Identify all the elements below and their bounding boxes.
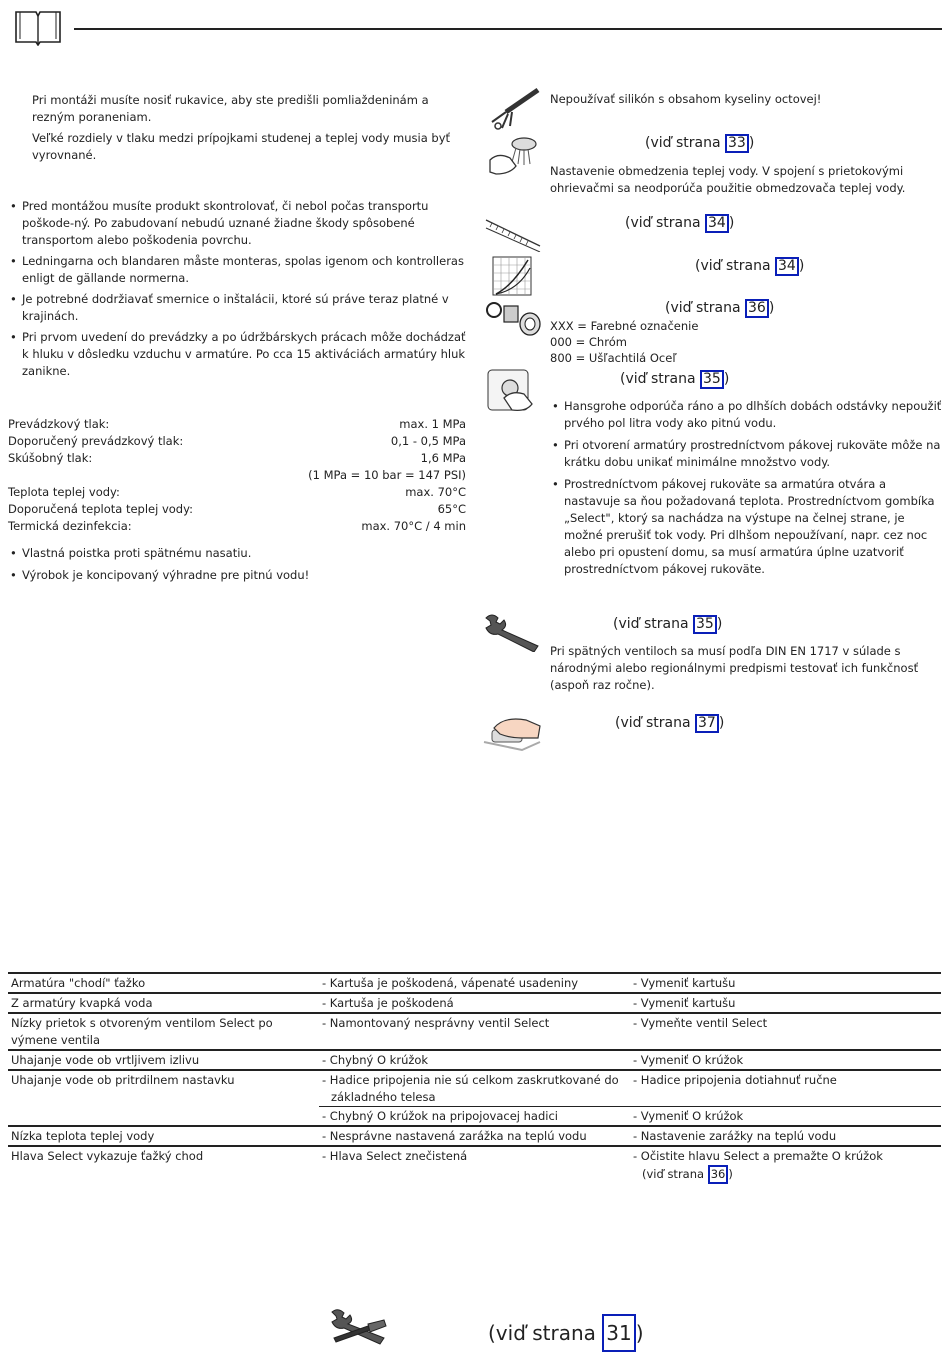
usage-note: • Pri otvorení armatúry prostredníctvom pákovej rukoväte môže na krátku dobu unikať minimálne množstvo vody. bbox=[550, 437, 942, 471]
book-icon bbox=[14, 8, 62, 46]
final-note: • Výrobok je koncipovaný výhradne pre pitnú vodu! bbox=[8, 567, 466, 584]
usage-note: • Hansgrohe odporúča ráno a po dlhších dobách odstávky nepoužiť prvého pol litra vody ako pitnú vodu. bbox=[550, 398, 942, 432]
page-reference bbox=[633, 1167, 733, 1181]
spec-label: Termická dezinfekcia: bbox=[8, 519, 132, 533]
ref-suffix: ) bbox=[716, 616, 723, 632]
cause-cell bbox=[319, 1013, 630, 1050]
ref-suffix: ) bbox=[798, 258, 805, 274]
page-link[interactable]: 34 bbox=[705, 214, 729, 233]
cause-text: - Chybný O krúžok na pripojovacej hadici bbox=[322, 1109, 558, 1123]
page-link[interactable]: 35 bbox=[700, 370, 724, 389]
spec-value: 0,1 - 0,5 MPa bbox=[390, 434, 466, 448]
usage-notes bbox=[550, 398, 942, 582]
spec-value: (1 MPa = 10 bar = 147 PSI) bbox=[308, 468, 466, 482]
remedy-cell bbox=[630, 1070, 941, 1107]
ref-prefix: (viď strana bbox=[642, 1167, 708, 1181]
ref-prefix: (viď strana bbox=[488, 1321, 603, 1345]
install-note: • Pri prvom uvedení do prevádzky a po údržbárskych prácach môže dochádzať k hluku v dôsledku vzduchu v armatúre. Po cca 15 aktiváciách armatúry hluk zanikne. bbox=[8, 329, 466, 380]
ref-prefix: (viď strana bbox=[620, 371, 700, 387]
technical-specs bbox=[8, 416, 466, 535]
cause-text: - Hlava Select znečistená bbox=[322, 1149, 468, 1163]
ref-suffix: ) bbox=[728, 1167, 733, 1181]
spec-row bbox=[8, 416, 466, 433]
cause-cell bbox=[319, 1107, 630, 1127]
table-row bbox=[8, 1126, 941, 1146]
install-note: • Je potrebné dodržiavať smernice o inštalácii, ktoré sú práve teraz platné v krajinách. bbox=[8, 291, 466, 325]
table-row bbox=[8, 973, 941, 993]
problem-cell: Armatúra "chodí" ťažko bbox=[8, 973, 319, 993]
page-reference bbox=[615, 714, 724, 733]
remedy-cell bbox=[630, 1146, 941, 1184]
remedy-text: - Vymeniť kartušu bbox=[633, 996, 736, 1010]
page-link[interactable]: 36 bbox=[745, 299, 769, 318]
page-reference bbox=[695, 257, 804, 276]
remedy-text: - Vymeňte ventil Select bbox=[633, 1016, 768, 1030]
cause-text: - Nesprávne nastavená zarážka na teplú vodu bbox=[322, 1129, 587, 1143]
ref-prefix: (viď strana bbox=[645, 135, 725, 151]
remedy-cell bbox=[630, 1107, 941, 1127]
problem-cell: Uhajanje vode ob pritrdilnem nastavku bbox=[8, 1070, 319, 1107]
problem-cell bbox=[8, 1107, 319, 1127]
spare-parts-icon bbox=[484, 298, 544, 338]
spec-value: 65°C bbox=[437, 502, 466, 516]
spec-label: Doporučená teplota teplej vody: bbox=[8, 502, 193, 516]
wrench-icon bbox=[482, 612, 542, 652]
problem-cell: Z armatúry kvapká voda bbox=[8, 993, 319, 1013]
spec-value: 1,6 MPa bbox=[420, 451, 466, 465]
cause-text: - Kartuša je poškodená bbox=[322, 996, 454, 1010]
header-rule bbox=[74, 28, 942, 30]
maintenance-text: Pri spätných ventiloch sa musí podľa DIN EN 1717 v súlade s národnými alebo regionálnymi predpismi testovať ich funkčnosť (aspoň raz ročne). bbox=[550, 644, 919, 692]
problem-cell: Hlava Select vykazuje ťažký chod bbox=[8, 1146, 319, 1184]
table-row bbox=[8, 993, 941, 1013]
cause-text: - Kartuša je poškodená, vápenaté usadeniny bbox=[322, 976, 579, 990]
spec-value: max. 1 MPa bbox=[399, 417, 466, 431]
spec-row bbox=[8, 518, 466, 535]
ref-prefix: (viď strana bbox=[665, 300, 745, 316]
temperature-limit-text: Nastavenie obmedzenia teplej vody. V spojení s prietokovými ohrievačmi sa neodporúča použitie obmedzovača teplej vody. bbox=[550, 164, 906, 195]
troubleshooting-table bbox=[8, 972, 941, 1184]
remedy-cell bbox=[630, 993, 941, 1013]
ref-suffix: ) bbox=[728, 215, 735, 231]
problem-cell: Uhajanje vode ob vrtljivem izlivu bbox=[8, 1050, 319, 1070]
remedy-cell bbox=[630, 1126, 941, 1146]
remedy-cell bbox=[630, 1013, 941, 1050]
safety-note: Pri montáži musíte nosiť rukavice, aby ste predišli pomliaždeninám a rezným poraneniam. bbox=[32, 93, 429, 124]
page-reference bbox=[645, 134, 754, 153]
table-row bbox=[8, 1146, 941, 1184]
finish-code: 800 = Ušľachtilá Oceľ bbox=[550, 351, 677, 365]
usage-note: • Prostredníctvom pákovej rukoväte sa armatúra otvára a nastavuje sa ňou požadovaná teplota. Prostredníctvom gombíka „Select", ktorý sa nachádza na výstupe na čelnej strane, je možné prerušiť tok vody. Pri dlhšom nepoužívaní, napr. cez noc alebo pri opustení domu, sa musí armatúra úplne uzatvoriť prostredníctvom pákovej rukoväte. bbox=[550, 476, 942, 578]
cause-text: - Namontovaný nesprávny ventil Select bbox=[322, 1016, 550, 1030]
bottom-page-reference bbox=[488, 1314, 644, 1352]
flow-diagram-icon bbox=[492, 256, 532, 296]
cause-text: - Chybný O krúžok bbox=[322, 1053, 429, 1067]
sealant-gun-icon bbox=[486, 86, 542, 132]
page-link[interactable]: 37 bbox=[695, 714, 719, 733]
remedy-text: - Očistite hlavu Select a premažte O krúžok bbox=[633, 1149, 883, 1163]
remedy-text: - Vymeniť O krúžok bbox=[633, 1109, 744, 1123]
remedy-text: - Nastavenie zarážky na teplú vodu bbox=[633, 1129, 837, 1143]
cause-cell bbox=[319, 1146, 630, 1184]
ref-prefix: (viď strana bbox=[695, 258, 775, 274]
page-reference bbox=[613, 615, 722, 634]
problem-cell: Nízka teplota teplej vody bbox=[8, 1126, 319, 1146]
page-reference bbox=[665, 299, 774, 318]
table-row bbox=[8, 1070, 941, 1107]
install-note: • Pred montážou musíte produkt skontrolovať, či nebol počas transportu poškode-ný. Po zabudovaní nebudú uznané žiadne škody spôsobené transportom alebo poškodenia povrchu. bbox=[8, 198, 466, 249]
spec-label: Skúšobný tlak: bbox=[8, 451, 93, 465]
spec-value: max. 70°C bbox=[405, 485, 466, 499]
finish-code: 000 = Chróm bbox=[550, 335, 627, 349]
safety-note: Veľké rozdiely v tlaku medzi prípojkami studenej a teplej vody musia byť vyrovnané. bbox=[32, 131, 451, 162]
table-row bbox=[8, 1050, 941, 1070]
page-reference bbox=[620, 370, 729, 389]
cleaning-hand-icon bbox=[482, 712, 544, 752]
cause-cell bbox=[319, 1050, 630, 1070]
hand-on-handle-icon bbox=[486, 368, 540, 412]
page-link[interactable]: 36 bbox=[708, 1165, 729, 1184]
final-notes bbox=[8, 545, 466, 588]
hand-shower-icon bbox=[486, 132, 546, 178]
cause-text: - Hadice pripojenia nie sú celkom zaskrutkované do základného telesa bbox=[322, 1073, 619, 1104]
install-note: • Ledningarna och blandaren måste monteras, spolas igenom och kontrolleras enligt de gällande normerna. bbox=[8, 253, 466, 287]
final-note: • Vlastná poistka proti spätnému nasatiu. bbox=[8, 545, 466, 562]
spec-row bbox=[8, 501, 466, 518]
safety-notes bbox=[32, 92, 462, 164]
ref-suffix: ) bbox=[723, 371, 730, 387]
spec-label: Doporučený prevádzkový tlak: bbox=[8, 434, 184, 448]
remedy-cell bbox=[630, 1050, 941, 1070]
remedy-text: - Vymeniť kartušu bbox=[633, 976, 736, 990]
ref-prefix: (viď strana bbox=[625, 215, 705, 231]
spec-row bbox=[8, 450, 466, 467]
sealant-warning: Nepoužívať silikón s obsahom kyseliny octovej! bbox=[550, 92, 822, 106]
spec-label: Prevádzkový tlak: bbox=[8, 417, 110, 431]
page-link[interactable]: 34 bbox=[775, 257, 799, 276]
finish-code: XXX = Farebné označenie bbox=[550, 319, 699, 333]
page-reference bbox=[625, 214, 734, 233]
ref-prefix: (viď strana bbox=[615, 715, 695, 731]
cause-cell bbox=[319, 993, 630, 1013]
ref-prefix: (viď strana bbox=[613, 616, 693, 632]
remedy-text: - Hadice pripojenia dotiahnuť ručne bbox=[633, 1073, 837, 1087]
spec-row bbox=[8, 433, 466, 450]
problem-cell: Nízky prietok s otvoreným ventilom Select po výmene ventila bbox=[8, 1013, 319, 1050]
table-row bbox=[8, 1107, 941, 1127]
ref-suffix: ) bbox=[635, 1321, 644, 1345]
page-link[interactable]: 31 bbox=[602, 1314, 635, 1352]
page-link[interactable]: 33 bbox=[725, 134, 749, 153]
ref-suffix: ) bbox=[768, 300, 775, 316]
page-link[interactable]: 35 bbox=[693, 615, 717, 634]
cause-cell bbox=[319, 973, 630, 993]
spec-row bbox=[8, 467, 466, 484]
spec-value: max. 70°C / 4 min bbox=[361, 519, 466, 533]
ref-suffix: ) bbox=[748, 135, 755, 151]
tools-icon bbox=[328, 1308, 388, 1348]
remedy-cell bbox=[630, 973, 941, 993]
cause-cell bbox=[319, 1126, 630, 1146]
remedy-text: - Vymeniť O krúžok bbox=[633, 1053, 744, 1067]
dimension-ruler-icon bbox=[484, 212, 542, 252]
table-row bbox=[8, 1013, 941, 1050]
install-notes bbox=[8, 198, 466, 384]
spec-row bbox=[8, 484, 466, 501]
cause-cell bbox=[319, 1070, 630, 1107]
ref-suffix: ) bbox=[718, 715, 725, 731]
spec-label: Teplota teplej vody: bbox=[8, 485, 120, 499]
finish-codes bbox=[550, 318, 850, 366]
